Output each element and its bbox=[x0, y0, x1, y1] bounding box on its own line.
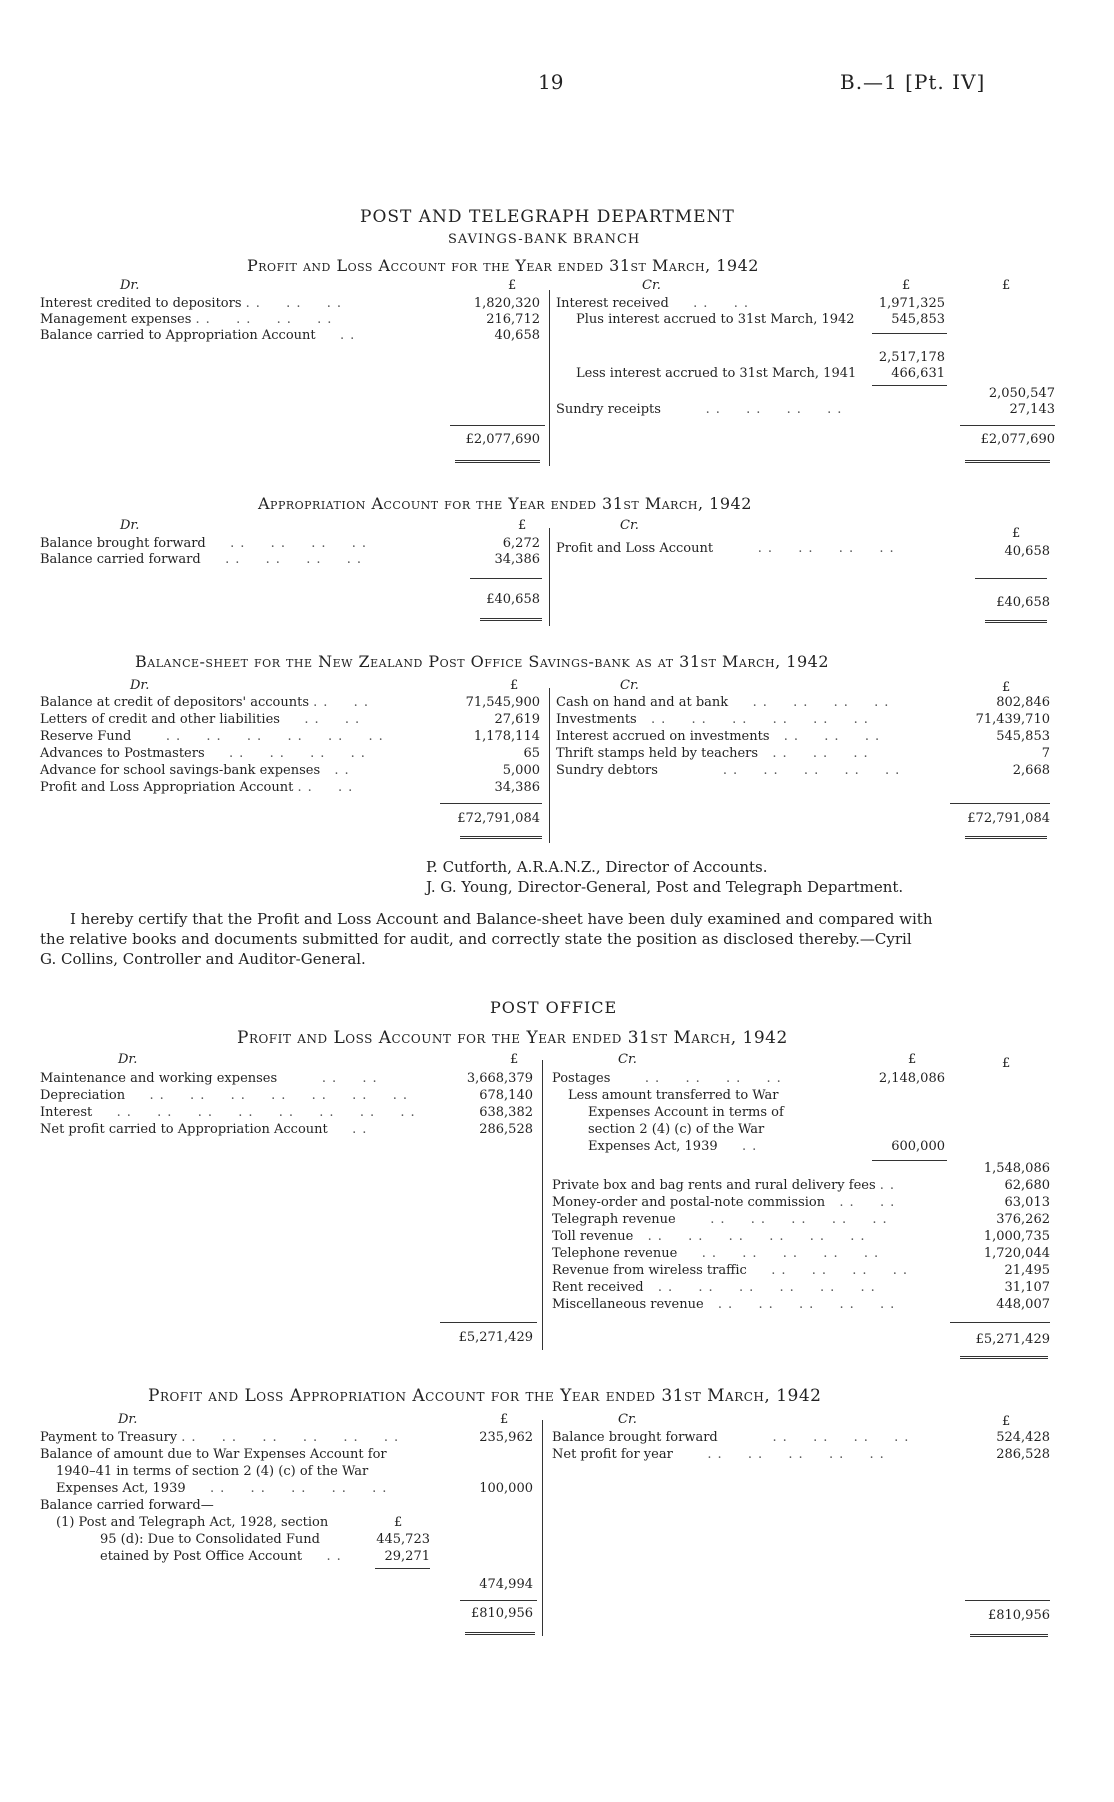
table-row: section 2 (4) (c) of the War bbox=[588, 1122, 765, 1137]
amount: 545,853 bbox=[996, 729, 1050, 744]
cr-label: Cr. bbox=[618, 1052, 637, 1067]
pound-header: £ bbox=[518, 518, 527, 533]
table-row: Private box and bag rents and rural delivery fees .. bbox=[552, 1178, 901, 1193]
amount: 40,658 bbox=[1004, 544, 1050, 559]
amount: 638,382 bbox=[479, 1105, 533, 1120]
pound-header: £ bbox=[908, 1052, 917, 1067]
amount: 65 bbox=[523, 746, 540, 761]
total-rule bbox=[960, 425, 1055, 426]
subtotal-rule bbox=[872, 1160, 947, 1161]
table-row: Thrift stamps held by teachers .. .. .. bbox=[556, 746, 874, 761]
table-row: Payment to Treasury .. .. .. .. .. .. bbox=[40, 1430, 405, 1445]
table-row: Interest received .. .. bbox=[556, 296, 754, 311]
table-row: Depreciation .. .. .. .. .. .. .. bbox=[40, 1088, 413, 1103]
table-row: Money-order and postal-note commission .. .. bbox=[552, 1195, 901, 1210]
page-number: 19 bbox=[538, 70, 564, 94]
total-rule bbox=[950, 1322, 1050, 1323]
credit-total: £2,077,690 bbox=[980, 432, 1055, 447]
amount: 235,962 bbox=[479, 1430, 533, 1445]
table-row: Revenue from wireless traffic .. .. .. .. bbox=[552, 1263, 914, 1278]
amount: 1,720,044 bbox=[983, 1246, 1050, 1261]
amount: 5,000 bbox=[502, 763, 540, 778]
appropriation-heading: Appropriation Account for the Year ended 31st March, 1942 bbox=[258, 494, 752, 513]
table-row: Reserve Fund .. .. .. .. .. .. bbox=[40, 729, 389, 744]
signature-director-general: J. G. Young, Director-General, Post and Telegraph Department. bbox=[426, 878, 904, 896]
total-rule bbox=[975, 578, 1047, 579]
pl-appropriation-heading: Profit and Loss Appropriation Account for the Year ended 31st March, 1942 bbox=[148, 1386, 822, 1406]
amount: 34,386 bbox=[494, 780, 540, 795]
table-row: Balance at credit of depositors' accounts .. .. bbox=[40, 695, 374, 710]
amount: 376,262 bbox=[996, 1212, 1050, 1227]
credit-total: £40,658 bbox=[996, 595, 1050, 610]
amount: 6,272 bbox=[502, 536, 540, 551]
department-title: POST AND TELEGRAPH DEPARTMENT bbox=[360, 207, 735, 227]
amount: 100,000 bbox=[479, 1481, 533, 1496]
amount: 1,000,735 bbox=[983, 1229, 1050, 1244]
table-row: Maintenance and working expenses .. .. bbox=[40, 1071, 383, 1086]
column-divider bbox=[549, 528, 550, 626]
pound-header: £ bbox=[510, 678, 519, 693]
cr-label: Cr. bbox=[618, 1412, 637, 1427]
column-divider bbox=[549, 688, 550, 843]
debit-total: £2,077,690 bbox=[465, 432, 540, 447]
pound-header: £ bbox=[1002, 1414, 1011, 1429]
debit-total: £810,956 bbox=[470, 1606, 533, 1621]
table-row: Interest credited to depositors .. .. .. bbox=[40, 296, 347, 311]
table-row: Balance carried forward— bbox=[40, 1498, 214, 1513]
amount: 524,428 bbox=[996, 1430, 1050, 1445]
amount: 678,140 bbox=[479, 1088, 533, 1103]
amount: 31,107 bbox=[1004, 1280, 1050, 1295]
table-row: Balance carried forward .. .. .. .. bbox=[40, 552, 367, 567]
cr-label: Cr. bbox=[620, 678, 639, 693]
table-row: Telegraph revenue .. .. .. .. .. bbox=[552, 1212, 893, 1227]
table-row: Plus interest accrued to 31st March, 1942 bbox=[576, 312, 855, 327]
table-row: Net profit carried to Appropriation Account .. bbox=[40, 1122, 373, 1137]
table-row: Sundry debtors .. .. .. .. .. bbox=[556, 763, 906, 778]
debit-total: £5,271,429 bbox=[458, 1330, 533, 1345]
table-row: Net profit for year .. .. .. .. .. bbox=[552, 1447, 890, 1462]
table-row: 95 (d): Due to Consolidated Fund bbox=[100, 1532, 320, 1547]
total-rule bbox=[440, 1322, 537, 1323]
table-row: Miscellaneous revenue .. .. .. .. .. bbox=[552, 1297, 901, 1312]
post-office-title: POST OFFICE bbox=[490, 998, 618, 1017]
table-row: Expenses Account in terms of bbox=[588, 1105, 784, 1120]
table-row: etained by Post Office Account .. bbox=[100, 1549, 347, 1564]
amount: 1,971,325 bbox=[878, 296, 945, 311]
table-row: Interest accrued on investments .. .. .. bbox=[556, 729, 886, 744]
amount: 1,178,114 bbox=[473, 729, 540, 744]
table-row: Cash on hand and at bank .. .. .. .. bbox=[556, 695, 895, 710]
amount: 448,007 bbox=[996, 1297, 1050, 1312]
pound-header: £ bbox=[902, 278, 911, 293]
table-row: Less interest accrued to 31st March, 1941 bbox=[576, 366, 857, 381]
dr-label: Dr. bbox=[118, 1412, 138, 1427]
pound-header: £ bbox=[1002, 680, 1011, 695]
double-rule bbox=[455, 460, 540, 463]
amount: 545,853 bbox=[891, 312, 945, 327]
amount: 466,631 bbox=[891, 366, 945, 381]
amount: 62,680 bbox=[1004, 1178, 1050, 1193]
cr-label: Cr. bbox=[642, 278, 661, 293]
table-row: Profit and Loss Appropriation Account .. .. bbox=[40, 780, 359, 795]
table-row: Balance brought forward .. .. .. .. bbox=[552, 1430, 915, 1445]
amount: 2,517,178 bbox=[878, 350, 945, 365]
cr-label: Cr. bbox=[620, 518, 639, 533]
amount: 474,994 bbox=[479, 1577, 533, 1592]
table-row: Expenses Act, 1939 .. bbox=[588, 1139, 763, 1154]
table-row: Letters of credit and other liabilities .. .. bbox=[40, 712, 366, 727]
table-row: Postages .. .. .. .. bbox=[552, 1071, 787, 1086]
total-rule bbox=[440, 803, 542, 804]
table-row: Less amount transferred to War bbox=[568, 1088, 779, 1103]
subtotal-rule bbox=[375, 1568, 430, 1569]
table-row: (1) Post and Telegraph Act, 1928, section bbox=[56, 1515, 329, 1530]
table-row: Balance of amount due to War Expenses Account for bbox=[40, 1447, 387, 1462]
dr-label: Dr. bbox=[118, 1052, 138, 1067]
credit-total: £72,791,084 bbox=[967, 811, 1050, 826]
amount: 1,548,086 bbox=[983, 1161, 1050, 1176]
amount: 71,545,900 bbox=[465, 695, 540, 710]
amount: 21,495 bbox=[1004, 1263, 1050, 1278]
double-rule bbox=[465, 1632, 535, 1635]
amount: 445,723 bbox=[376, 1532, 430, 1547]
table-row: Expenses Act, 1939 .. .. .. .. .. bbox=[56, 1481, 393, 1496]
table-row: Telephone revenue .. .. .. .. .. bbox=[552, 1246, 885, 1261]
table-row: Advances to Postmasters .. .. .. .. bbox=[40, 746, 371, 761]
pound-header: £ bbox=[510, 1052, 519, 1067]
audit-certificate-line: I hereby certify that the Profit and Loss Account and Balance-sheet have been duly examined and compared with bbox=[70, 910, 933, 928]
table-row: Investments .. .. .. .. .. .. bbox=[556, 712, 874, 727]
amount: 1,820,320 bbox=[473, 296, 540, 311]
credit-total: £810,956 bbox=[987, 1608, 1050, 1623]
table-row: Profit and Loss Account .. .. .. .. bbox=[556, 541, 900, 556]
table-row: Toll revenue .. .. .. .. .. .. bbox=[552, 1229, 871, 1244]
subtotal-rule bbox=[872, 333, 947, 334]
savings-pl-heading: Profit and Loss Account for the Year ended 31st March, 1942 bbox=[247, 256, 759, 275]
double-rule bbox=[965, 836, 1047, 839]
table-row: Balance carried to Appropriation Account .. bbox=[40, 328, 361, 343]
amount: 286,528 bbox=[996, 1447, 1050, 1462]
pound-header: £ bbox=[1012, 526, 1021, 541]
subtotal-rule bbox=[872, 385, 947, 386]
debit-total: £40,658 bbox=[486, 592, 540, 607]
audit-certificate-line: the relative books and documents submitted for audit, and correctly state the position as disclosed thereby.—Cyril bbox=[40, 930, 912, 948]
amount: 27,143 bbox=[1009, 402, 1055, 417]
double-rule bbox=[480, 618, 542, 621]
total-rule bbox=[450, 425, 545, 426]
audit-certificate-line: G. Collins, Controller and Auditor-General. bbox=[40, 950, 366, 968]
double-rule bbox=[460, 836, 542, 839]
amount: 34,386 bbox=[494, 552, 540, 567]
total-rule bbox=[950, 803, 1050, 804]
amount: 286,528 bbox=[479, 1122, 533, 1137]
table-row: Rent received .. .. .. .. .. .. bbox=[552, 1280, 881, 1295]
amount: 27,619 bbox=[494, 712, 540, 727]
column-divider bbox=[542, 1060, 543, 1350]
amount: 7 bbox=[1041, 746, 1050, 761]
amount: 2,050,547 bbox=[988, 386, 1055, 401]
amount: 600,000 bbox=[891, 1139, 945, 1154]
double-rule bbox=[970, 1634, 1048, 1637]
branch-title: SAVINGS-BANK BRANCH bbox=[448, 232, 641, 247]
amount: 802,846 bbox=[996, 695, 1050, 710]
pound-header: £ bbox=[1002, 278, 1011, 293]
table-row: Balance brought forward .. .. .. .. bbox=[40, 536, 373, 551]
amount: 2,148,086 bbox=[878, 1071, 945, 1086]
double-rule bbox=[985, 620, 1047, 623]
pound-header: £ bbox=[394, 1515, 403, 1530]
pound-header: £ bbox=[508, 278, 517, 293]
total-rule bbox=[470, 578, 542, 579]
total-rule bbox=[965, 1600, 1050, 1601]
total-rule bbox=[460, 1600, 537, 1601]
column-divider bbox=[549, 290, 550, 466]
amount: 2,668 bbox=[1012, 763, 1050, 778]
dr-label: Dr. bbox=[120, 278, 140, 293]
table-row: Interest .. .. .. .. .. .. .. .. bbox=[40, 1105, 421, 1120]
dr-label: Dr. bbox=[130, 678, 150, 693]
dr-label: Dr. bbox=[120, 518, 140, 533]
amount: 216,712 bbox=[486, 312, 540, 327]
credit-total: £5,271,429 bbox=[975, 1332, 1050, 1347]
double-rule bbox=[960, 1356, 1048, 1359]
table-row: 1940–41 in terms of section 2 (4) (c) of the War bbox=[56, 1464, 369, 1479]
balance-sheet-heading: Balance-sheet for the New Zealand Post Office Savings-bank as at 31st March, 1942 bbox=[135, 652, 830, 671]
post-office-pl-heading: Profit and Loss Account for the Year ended 31st March, 1942 bbox=[237, 1028, 788, 1048]
amount: 63,013 bbox=[1004, 1195, 1050, 1210]
pound-header: £ bbox=[1002, 1056, 1011, 1071]
table-row: Advance for school savings-bank expenses .. bbox=[40, 763, 355, 778]
pound-header: £ bbox=[500, 1412, 509, 1427]
amount: 3,668,379 bbox=[466, 1071, 533, 1086]
debit-total: £72,791,084 bbox=[457, 811, 540, 826]
table-row: Sundry receipts .. .. .. .. bbox=[556, 402, 848, 417]
amount: 29,271 bbox=[384, 1549, 430, 1564]
table-row: Management expenses .. .. .. .. bbox=[40, 312, 338, 327]
amount: 71,439,710 bbox=[975, 712, 1050, 727]
double-rule bbox=[965, 460, 1050, 463]
amount: 40,658 bbox=[494, 328, 540, 343]
signature-director-accounts: P. Cutforth, A.R.A.N.Z., Director of Accounts. bbox=[426, 858, 768, 876]
column-divider bbox=[542, 1420, 543, 1636]
document-reference: B.—1 [Pt. IV] bbox=[840, 70, 986, 94]
